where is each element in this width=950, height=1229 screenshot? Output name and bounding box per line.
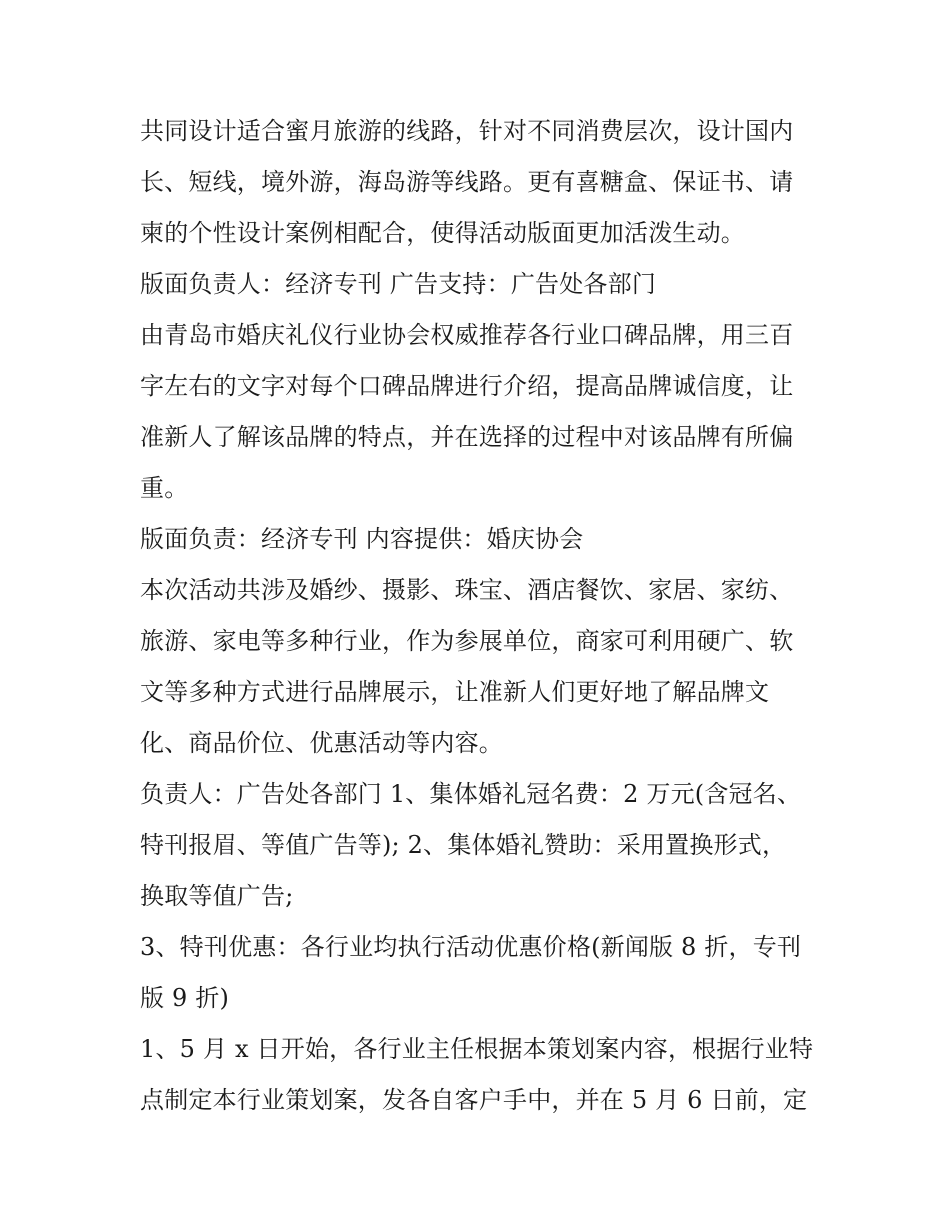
text-line: 字左右的文字对每个口碑品牌进行介绍，提高品牌诚信度，让 xyxy=(140,372,794,400)
text-line: 长、短线，境外游，海岛游等线路。更有喜糖盒、保证书、请 xyxy=(140,168,794,196)
text-line: 3、特刊优惠：各行业均执行活动优惠价格(新闻版 8 折，专刊 xyxy=(140,933,802,961)
text-line: 准新人了解该品牌的特点，并在选择的过程中对该品牌有所偏 xyxy=(140,423,794,451)
text-line: 文等多种方式进行品牌展示，让准新人们更好地了解品牌文 xyxy=(140,678,770,706)
document-body xyxy=(140,106,820,1126)
text-line: 柬的个性设计案例相配合，使得活动版面更加活泼生动。 xyxy=(140,219,745,247)
text-line: 由青岛市婚庆礼仪行业协会权威推荐各行业口碑品牌，用三百 xyxy=(140,321,794,349)
text-line: 版面负责：经济专刊 内容提供：婚庆协会 xyxy=(140,525,584,553)
text-line: 负责人：广告处各部门 1、集体婚礼冠名费：2 万元(含冠名、 xyxy=(140,780,802,808)
text-line: 1、5 月 x 日开始，各行业主任根据本策划案内容，根据行业特 xyxy=(140,1035,814,1063)
text-line: 特刊报眉、等值广告等); 2、集体婚礼赞助：采用置换形式， xyxy=(140,831,787,859)
text-line: 旅游、家电等多种行业，作为参展单位，商家可利用硬广、软 xyxy=(140,627,794,655)
text-line: 重。 xyxy=(140,474,189,502)
text-line: 换取等值广告; xyxy=(140,882,294,910)
text-line: 共同设计适合蜜月旅游的线路，针对不同消费层次，设计国内 xyxy=(140,117,794,145)
text-line: 点制定本行业策划案，发各自客户手中，并在 5 月 6 日前，定 xyxy=(140,1086,808,1114)
text-line: 版面负责人：经济专刊 广告支持：广告处各部门 xyxy=(140,270,657,298)
text-line: 化、商品价位、优惠活动等内容。 xyxy=(140,729,503,757)
text-line: 本次活动共涉及婚纱、摄影、珠宝、酒店餐饮、家居、家纺、 xyxy=(140,576,794,604)
text-line: 版 9 折) xyxy=(140,984,230,1012)
